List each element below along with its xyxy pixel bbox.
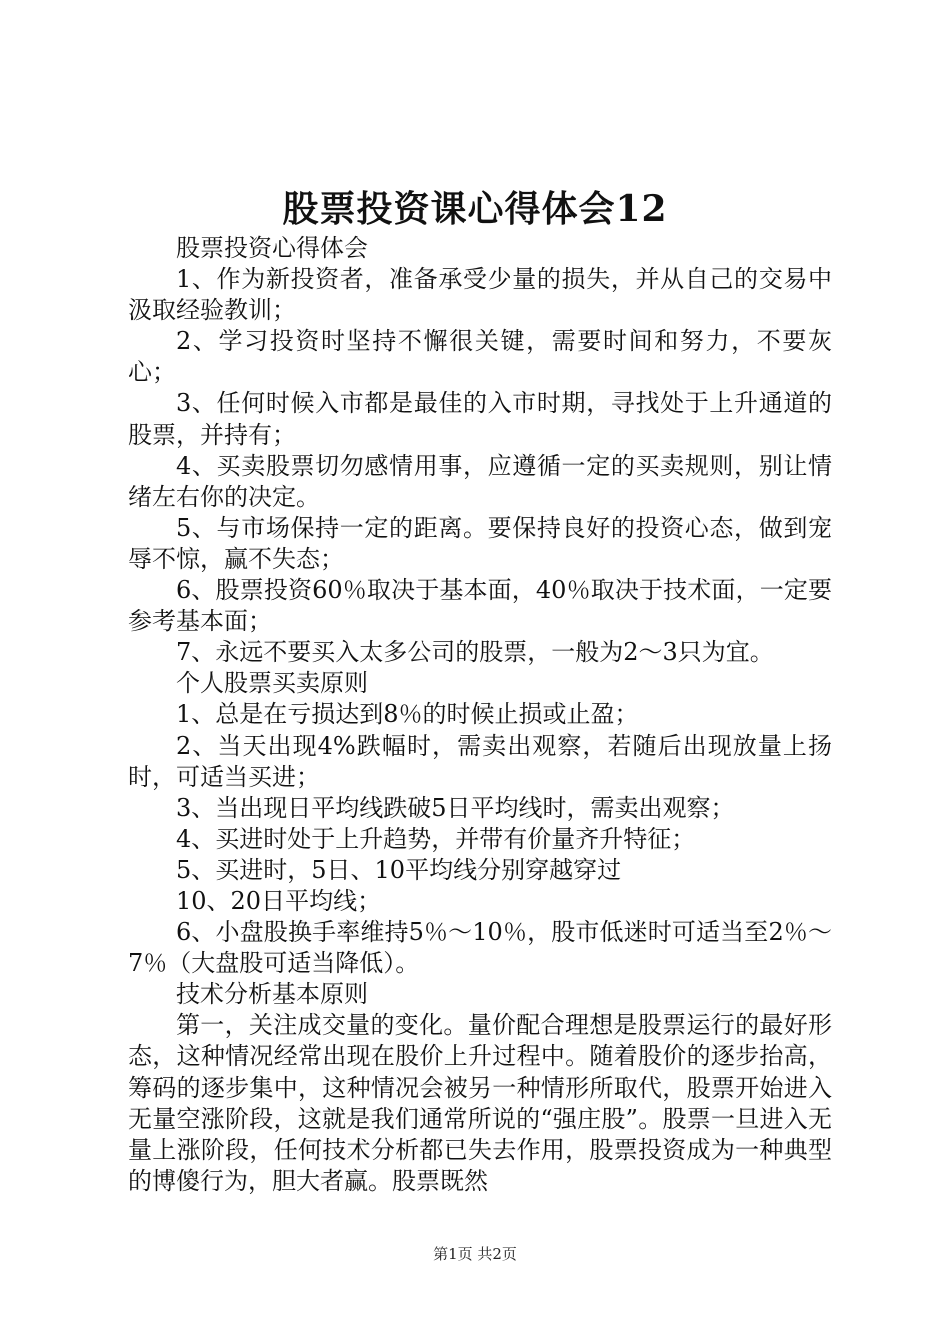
section-heading: 股票投资心得体会 (176, 234, 368, 262)
document-title: 股票投资课心得体会12 (282, 188, 668, 230)
paragraph: 6、小盘股换手率维持5％～10％，股市低迷时可适当至2％～7％（大盘股可适当降低）。 (128, 918, 832, 978)
paragraph: 3、任何时候入市都是最佳的入市时期，寻找处于上升通道的股票，并持有； (128, 389, 832, 449)
document-body (128, 233, 832, 1197)
paragraph: 1、总是在亏损达到8％的时候止损或止盈； (176, 700, 639, 729)
section-heading: 技术分析基本原则 (176, 980, 368, 1009)
paragraph: 1、作为新投资者，准备承受少量的损失，并从自己的交易中汲取经验教训； (128, 265, 832, 325)
paragraph: 第一，关注成交量的变化。量价配合理想是股票运行的最好形态，这种情况经常出现在股价上升过程中。随着股价的逐步抬高，筹码的逐步集中，这种情况会被另一种情形所取代，股票开始进入无量空涨阶段，这就是我们通常所说的“强庄股”。股票一旦进入无量上涨阶段，任何技术分析都已失去作用，股票投资成为一种典型的博傻行为，胆大者赢。股票既然 (128, 1011, 832, 1195)
paragraph: 4、买进时处于上升趋势，并带有价量齐升特征； (176, 824, 696, 853)
paragraph: 2、当天出现4%跌幅时，需卖出观察，若随后出现放量上扬时，可适当买进； (128, 731, 832, 791)
paragraph: 5、与市场保持一定的距离。要保持良好的投资心态，做到宠辱不惊，赢不失态； (128, 513, 832, 573)
paragraph: 2、学习投资时坚持不懈很关键，需要时间和努力，不要灰心； (128, 327, 832, 387)
section-heading: 个人股票买卖原则 (176, 669, 368, 698)
paragraph: 7、永远不要买入太多公司的股票，一般为2～3只为宜。 (176, 638, 774, 667)
paragraph: 6、股票投资60％取决于基本面，40％取决于技术面，一定要参考基本面； (128, 576, 832, 636)
paragraph: 4、买卖股票切勿感情用事，应遵循一定的买卖规则，别让情绪左右你的决定。 (128, 451, 832, 511)
paragraph: 5、买进时，5日、10平均线分别穿越穿过 (176, 855, 622, 884)
paragraph: 10、20日平均线； (176, 886, 382, 915)
paragraph: 3、当出现日平均线跌破5日平均线时，需卖出观察； (176, 793, 735, 822)
page-footer: 第1页 共2页 (433, 1245, 517, 1263)
